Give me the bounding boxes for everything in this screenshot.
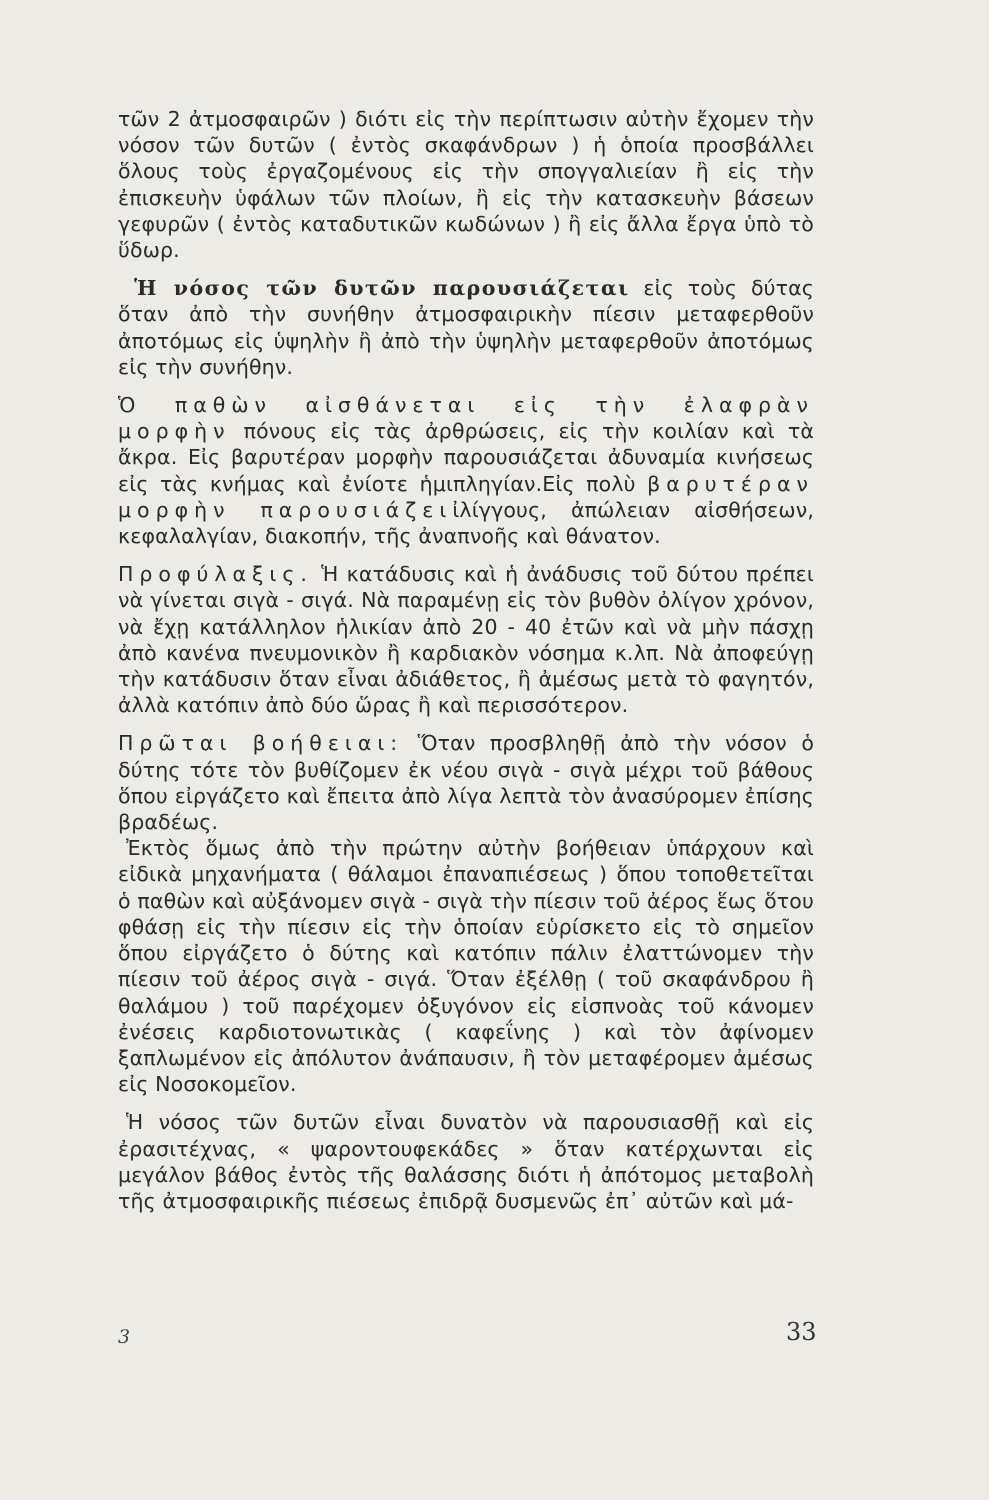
paragraph-6-text: Ἐκτὸς ὅμως ἀπὸ τὴν πρώτην αὐτὴν βοήθειαν ὑπάρχουν καὶ εἰδικὰ μηχανήματα ( θάλαμοι ἐπαναπιέσεως ) ὅπου τοποθετεῖται ὁ παθὼν καὶ αὐξάνομεν σιγὰ - σιγὰ τὴν πίεσιν τοῦ ἀέρος ἕως ὅτου φθάσῃ εἰς τὴν πίεσιν εἰς τὴν ὁποίαν εὑρίσκετο εἰς τὸ σημεῖον ὅπου εἰργάζετο ὁ δύτης καὶ κατόπιν πάλιν ἐλαττώνομεν τὴν πίεσιν τοῦ ἀέρος σιγὰ - σιγά. Ὅταν ἐξέλθῃ ( τοῦ σκαφάνδρου ἢ θαλάμου ) τοῦ παρέχομεν ὀξυγόνον εἰς εἰσπνοὰς τοῦ κάνομεν ἐνέσεις καρδιοτονωτικὰς ( καφεΐνης ) καὶ τὸν ἀφίνομεν ξαπλωμένον εἰς ἀπόλυτον ἀνάπαυσιν, ἢ τὸν μεταφέρομεν ἀμέσως εἰς Νοσοκομεῖον.: [118, 836, 814, 1097]
paragraph-7: [118, 1109, 814, 1214]
paragraph-3-emphasis-1: Ὁ παθὼν αἰσθάνεται εἰς τὴν ἐλαφρὰν μορφὴν: [118, 393, 814, 444]
paragraph-5-text: Ὅταν προσβληθῇ ἀπὸ τὴν νόσον ὁ δύτης τότε τὸν βυθίζομεν ἐκ νέου σιγὰ - σιγὰ μέχρι τοῦ βάθους ὅπου εἰργάζετο καὶ ἔπειτα ἀπὸ λίγα λεπτὰ τὸν ἀνασύρομεν ἐπίσης βραδέως.: [118, 731, 815, 835]
paragraph-3-text-2: ἰλίγγους, ἀπώλειαν αἰσθήσεων, κεφαλαλγίαν, διακοπήν, τῆς ἀναπνοῆς καὶ θάνατον.: [118, 497, 814, 549]
signature-mark: 3: [118, 1326, 131, 1348]
paragraph-7-text: Ἡ νόσος τῶν δυτῶν εἶναι δυνατὸν νὰ παρουσιασθῇ καὶ εἰς ἐρασιτέχνας, « ψαροντουφεκάδες » ὅταν κατέρχωνται εἰς μεγάλον βάθος ἐντὸς τῆς θαλάσσης διότι ἡ ἀπότομος μεταβολὴ τῆς ἀτμοσφαιρικῆς πιέσεως ἐπιδρᾷ δυσμενῶς ἐπ᾽ αὐτῶν καὶ μά-: [118, 1110, 814, 1213]
paragraph-2-heading: Ἡ νόσος τῶν δυτῶν παρουσιάζεται: [134, 276, 630, 301]
paragraph-4-text: Ἡ κατάδυσις καὶ ἡ ἀνάδυσις τοῦ δύτου πρέπει νὰ γίνεται σιγὰ - σιγά. Νὰ παραμένῃ εἰς τὸν βυθὸν ὀλίγον χρόνον, νὰ ἔχῃ κατάλληλον ἡλικίαν ἀπὸ 20 - 40 ἐτῶν καὶ νὰ μὴν πάσχῃ ἀπὸ κανένα πνευμονικὸν ἢ καρδιακὸν νόσημα κ.λπ. Νὰ ἀποφεύγῃ τὴν κατάδυσιν ὅταν εἶναι ἀδιάθετος, ἢ ἀμέσως μετὰ τὸ φαγητόν, ἀλλὰ κατόπιν ἀπὸ δύο ὥρας ἢ καὶ περισσότερον.: [118, 562, 814, 718]
paragraph-1-text: τῶν 2 ἀτμοσφαιρῶν ) διότι εἰς τὴν περίπτωσιν αὐτὴν ἔχομεν τὴν νόσον τῶν δυτῶν ( ἐντὸς σκαφάνδρων ) ἡ ὁποία προσβάλλει ὅλους τοὺς ἐργαζομένους εἰς τὴν σπογγαλιείαν ἢ εἰς τὴν ἐπισκευὴν ὑφάλων τῶν πλοίων, ἢ εἰς τὴν κατασκευὴν βάσεων γεφυρῶν ( ἐντὸς καταδυτικῶν κωδώνων ) ἢ εἰς ἄλλα ἔργα ὑπὸ τὸ ὕδωρ.: [118, 107, 814, 263]
paragraph-3: [118, 392, 814, 549]
paragraph-2-text: εἰς τοὺς δύτας ὅταν ἀπὸ τὴν συνήθην ἀτμοσφαιρικὴν πίεσιν μεταφερθοῦν ἀποτόμως εἰς ὑψηλὴν ἢ ἀπὸ τὴν ὑψηλὴν μεταφερθοῦν ἀποτόμως εἰς τὴν συνήθην.: [118, 276, 814, 379]
body-text: [118, 106, 814, 1214]
paragraph-4-heading: Προφύλαξις.: [118, 562, 313, 587]
paragraph-1: [118, 106, 814, 263]
paragraph-4: [118, 561, 814, 718]
paragraph-6: [118, 835, 814, 1097]
paragraph-5: [118, 730, 814, 835]
paragraph-3-emphasis-2: βαρυτέραν μορφὴν παρουσιάζει: [118, 471, 814, 522]
paragraph-2: [118, 275, 814, 380]
page-number: 33: [786, 1318, 817, 1346]
paragraph-5-heading: Πρῶται βοήθειαι:: [118, 731, 404, 756]
paragraph-3-text-1: πόνους εἰς τὰς ἀρθρώσεις, εἰς τὴν κοιλίαν καὶ τὰ ἄκρα. Εἰς βαρυτέραν μορφὴν παρουσιάζεται ἀδυναμία κινήσεως εἰς τὰς κνήμας καὶ ἐνίοτε ἡμιπληγίαν.Εἰς πολὺ: [118, 419, 814, 496]
